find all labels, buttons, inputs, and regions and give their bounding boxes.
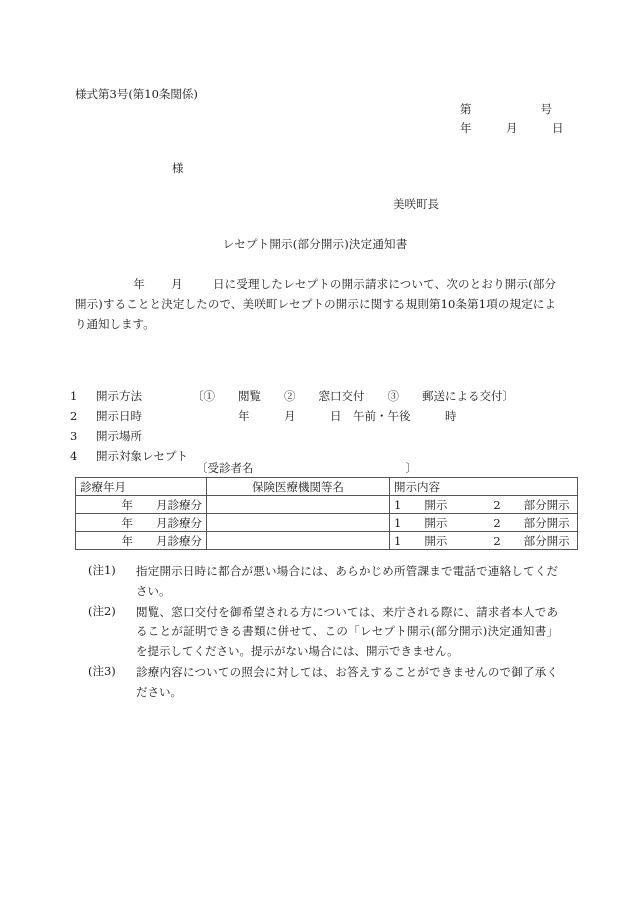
item-label: 開示対象レセプト <box>96 449 188 463</box>
note-item <box>88 663 558 703</box>
note-item <box>88 562 558 602</box>
body-date-day: 日 <box>212 277 225 291</box>
cell-institution[interactable] <box>207 532 390 550</box>
addressee-honorific: 様 <box>172 161 184 175</box>
item-label: 開示場所 <box>96 429 142 443</box>
numbered-items <box>70 386 570 466</box>
cell-content[interactable]: 1 開示 2 部分開示 <box>390 514 578 532</box>
cell-content[interactable]: 1 開示 2 部分開示 <box>390 532 578 550</box>
note-item <box>88 603 558 662</box>
table-header-institution: 保険医療機関等名 <box>207 478 390 496</box>
item-label: 開示方法 <box>96 389 142 403</box>
patient-name-field <box>196 460 417 477</box>
issuer-name: 美咲町長 <box>393 197 439 211</box>
item-disclosure-method <box>70 386 570 406</box>
item-disclosure-datetime <box>70 406 570 426</box>
note-label: (注3) <box>88 663 116 678</box>
item-number: 2 <box>70 409 78 423</box>
table-header-content: 開示内容 <box>390 478 578 496</box>
note-label: (注2) <box>88 603 116 618</box>
patient-name-label: 受診者名 <box>207 461 254 475</box>
item-label: 開示日時 <box>96 409 142 423</box>
item-number: 3 <box>70 429 78 443</box>
item-disclosure-place <box>70 426 570 446</box>
item-number: 1 <box>70 389 78 403</box>
table-row <box>76 514 578 532</box>
item-value: 年 月 日 午前・午後 時 <box>192 409 457 423</box>
cell-period: 年 月診療分 <box>76 496 207 514</box>
cell-content[interactable]: 1 開示 2 部分開示 <box>390 496 578 514</box>
note-text: 指定開示日時に都合が悪い場合には、あらかじめ所管課まで電話で連絡してください。 <box>136 564 558 598</box>
form-number: 様式第3号(第10条関係) <box>75 87 198 101</box>
note-label: (注1) <box>88 563 116 577</box>
body-date-month: 月 <box>170 277 183 291</box>
document-date-field: 年 月 日 <box>460 121 564 135</box>
receipt-table <box>75 477 578 550</box>
table-header-period: 診療年月 <box>76 478 207 496</box>
cell-institution[interactable] <box>207 514 390 532</box>
cell-period: 年 月診療分 <box>76 532 207 550</box>
table-row <box>76 496 578 514</box>
document-meta-block <box>460 100 564 138</box>
page-title: レセプト開示(部分開示)決定通知書 <box>222 237 408 251</box>
body-paragraph <box>75 275 556 334</box>
body-line-2: 開示)することと決定したので、美咲町レセプトの開示に関する規則第10条第1項の規定に <box>75 296 545 311</box>
cell-period: 年 月診療分 <box>76 514 207 532</box>
document-number-field: 第 号 <box>460 102 552 116</box>
body-date-year: 年 <box>133 277 145 291</box>
notes-section <box>88 562 558 703</box>
item-value: 〔① 閲覧 ② 窓口交付 ③ 郵送による交付〕 <box>192 389 514 403</box>
note-text: 診療内容についての照会に対しては、お答えすることができませんので御了承ください。 <box>136 664 558 699</box>
body-line-3: より通知します。 <box>75 296 556 331</box>
table-header-row <box>76 478 578 496</box>
table-row <box>76 532 578 550</box>
body-text-after-date: に受理したレセプトの開示請求について、次のとおり開示(部分 <box>224 277 557 291</box>
cell-institution[interactable] <box>207 496 390 514</box>
bracket-close: 〕 <box>405 461 417 475</box>
note-text: 閲覧、窓口交付を御希望される方については、来庁される際に、請求者本人であることが証明できる書類に併せて、この「レセプト開示(部分開示)決定通知書」を提示してください。提示がない場合には、開示できません。 <box>136 604 558 659</box>
bracket-open: 〔 <box>196 461 208 475</box>
item-number: 4 <box>70 449 78 463</box>
